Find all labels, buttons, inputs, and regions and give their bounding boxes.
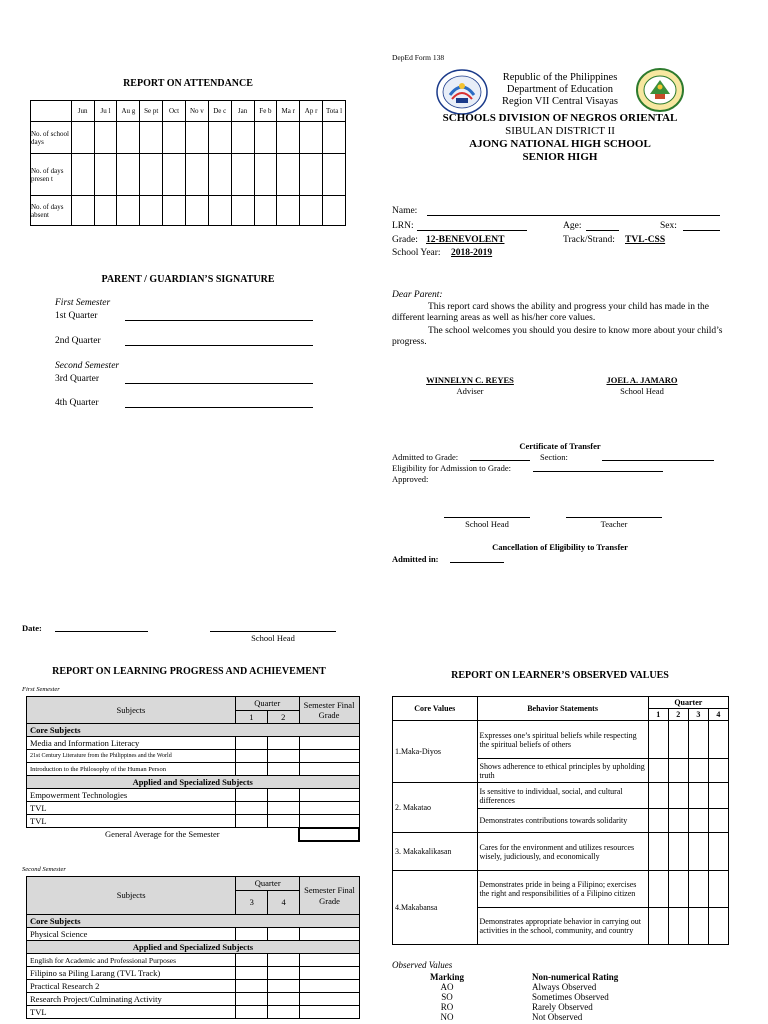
attendance-month: Fe b xyxy=(254,101,277,122)
department-line: Department of Education xyxy=(506,84,614,95)
quarter-3-header: 3 xyxy=(236,891,268,915)
age-field[interactable] xyxy=(586,230,619,231)
transfer-school-head-label: School Head xyxy=(465,519,509,529)
parent-signature-title: PARENT / GUARDIAN’S SIGNATURE xyxy=(101,274,275,285)
behavior-statement: Demonstrates contributions towards solidarity xyxy=(477,809,648,833)
grade-value: 12-BENEVOLENT xyxy=(426,235,505,245)
quarter-3-signature-line[interactable] xyxy=(125,383,313,384)
section-label: Section: xyxy=(540,452,568,462)
attendance-month: Tota l xyxy=(323,101,346,122)
grade-label: Grade: xyxy=(392,235,418,245)
marking-code: SO xyxy=(441,992,453,1002)
behavior-statement: Demonstrates appropriate behavior in carrying out activities in the school, community, and country xyxy=(477,908,648,945)
attendance-row xyxy=(31,122,346,154)
school-year-value: 2018-2019 xyxy=(451,248,493,258)
quarter-2-signature-line[interactable] xyxy=(125,345,313,346)
transfer-teacher-line[interactable] xyxy=(566,517,662,518)
behavior-statement: Shows adherence to ethical principles by upholding truth xyxy=(477,759,648,783)
behavior-statement: Is sensitive to individual, social, and cultural differences xyxy=(477,783,648,809)
observed-values-caption: Observed Values xyxy=(392,960,453,970)
core-subjects-label: Core Subjects xyxy=(27,724,360,737)
general-average-label: General Average for the Semester xyxy=(27,828,300,841)
attendance-month: Se pt xyxy=(140,101,163,122)
values-q1: 1 xyxy=(648,709,668,721)
lrn-label: LRN: xyxy=(392,221,414,231)
marking-desc: Rarely Observed xyxy=(532,1002,593,1012)
subject-name: English for Academic and Professional Purposes xyxy=(27,954,236,967)
values-q3: 3 xyxy=(688,709,708,721)
admitted-grade-field[interactable] xyxy=(470,460,530,461)
lrn-field[interactable] xyxy=(417,230,527,231)
date-line[interactable] xyxy=(55,631,148,632)
behavior-statement: Demonstrates pride in being a Filipino; exercises the right and responsibilities of a Filipino citizen xyxy=(477,871,648,908)
values-q4: 4 xyxy=(708,709,728,721)
values-table xyxy=(392,696,729,945)
subject-name: Media and Information Literacy xyxy=(27,737,236,750)
attendance-title: REPORT ON ATTENDANCE xyxy=(123,78,253,89)
subject-name: TVL xyxy=(27,815,236,828)
subject-name: Physical Science xyxy=(27,928,236,941)
attendance-row-label: No. of school days xyxy=(31,122,72,154)
approved-label: Approved: xyxy=(392,474,429,484)
region-line: Region VII Central Visayas xyxy=(502,96,618,107)
applied-subjects-label: Applied and Specialized Subjects xyxy=(27,776,360,789)
republic-line: Republic of the Philippines xyxy=(502,72,618,83)
admitted-in-field[interactable] xyxy=(450,562,504,563)
subject-name: 21st Century Literature from the Philippines and the World xyxy=(27,750,236,763)
marking-desc: Sometimes Observed xyxy=(532,992,609,1002)
track-value: TVL-CSS xyxy=(625,235,666,245)
attendance-month: Ap r xyxy=(300,101,323,122)
second-semester-caption: Second Semester xyxy=(22,866,66,873)
marking-code: RO xyxy=(440,1002,454,1012)
deped-seal-icon xyxy=(436,69,488,115)
attendance-row xyxy=(31,196,346,226)
cancellation-title: Cancellation of Eligibility to Transfer xyxy=(492,542,628,552)
attendance-month: Ju l xyxy=(94,101,117,122)
marking-desc: Not Observed xyxy=(532,1012,583,1022)
school-head-line[interactable] xyxy=(210,631,336,632)
core-value: 1.Maka-Diyos xyxy=(393,721,478,783)
adviser-role: Adviser xyxy=(456,386,484,396)
attendance-header-row xyxy=(31,101,346,122)
core-value: 3. Makakalikasan xyxy=(393,833,478,871)
behavior-header: Behavior Statements xyxy=(477,697,648,721)
subject-name: Empowerment Technologies xyxy=(27,789,236,802)
form-id: DepEd Form 138 xyxy=(392,53,445,62)
school-year-label: School Year: xyxy=(392,248,441,258)
subject-name: TVL xyxy=(27,1006,236,1019)
marking-code: NO xyxy=(440,1012,454,1022)
subjects-header: Subjects xyxy=(27,697,236,724)
values-title: REPORT ON LEARNER’S OBSERVED VALUES xyxy=(451,670,669,681)
school-head-role: School Head xyxy=(620,386,664,396)
division-line: SCHOOLS DIVISION OF NEGROS ORIENTAL xyxy=(442,112,678,124)
attendance-corner-cell xyxy=(31,101,72,122)
marking-desc: Always Observed xyxy=(532,982,597,992)
second-semester-table xyxy=(26,876,360,1019)
behavior-statement: Cares for the environment and utilizes resources wisely, judiciously, and economically xyxy=(477,833,648,871)
track-label: Track/Strand: xyxy=(563,235,615,245)
quarter-3-label: 3rd Quarter xyxy=(55,374,100,384)
quarter-4-label: 4th Quarter xyxy=(55,398,99,408)
marking-header: Marking xyxy=(429,972,464,982)
sex-label: Sex: xyxy=(660,221,677,231)
subject-name: Practical Research 2 xyxy=(27,980,236,993)
quarter-1-signature-line[interactable] xyxy=(125,320,313,321)
first-semester-label: First Semester xyxy=(55,298,111,308)
attendance-table xyxy=(30,100,346,226)
eligibility-label: Eligibility for Admission to Grade: xyxy=(392,463,511,473)
attendance-month: Au g xyxy=(117,101,140,122)
core-value: 2. Makatao xyxy=(393,783,478,833)
first-semester-table xyxy=(26,696,360,842)
subject-name: Filipino sa Piling Larang (TVL Track) xyxy=(27,967,236,980)
school-name: AJONG NATIONAL HIGH SCHOOL xyxy=(469,138,651,150)
section-field[interactable] xyxy=(602,460,714,461)
age-label: Age: xyxy=(563,221,582,231)
attendance-month: Jun xyxy=(71,101,94,122)
dear-parent: Dear Parent: xyxy=(392,290,443,300)
transfer-school-head-line[interactable] xyxy=(444,517,530,518)
quarter-header: Quarter xyxy=(235,697,299,711)
quarter-1-header: 1 xyxy=(235,711,267,724)
school-seal-icon xyxy=(636,68,684,112)
values-legend xyxy=(392,972,692,1022)
school-level: SENIOR HIGH xyxy=(522,151,598,163)
admitted-in-label: Admitted in: xyxy=(392,554,439,564)
quarter-header: Quarter xyxy=(236,877,300,891)
progress-title: REPORT ON LEARNING PROGRESS AND ACHIEVEMENT xyxy=(52,666,326,677)
subject-name: Research Project/Culminating Activity xyxy=(27,993,236,1006)
rating-header: Non-numerical Rating xyxy=(532,972,619,982)
core-value: 4.Makabansa xyxy=(393,871,478,945)
attendance-row-label: No. of days absent xyxy=(31,196,72,226)
transfer-teacher-label: Teacher xyxy=(600,519,628,529)
date-school-head-label: School Head xyxy=(251,633,295,643)
subject-name: Introduction to the Philosophy of the Human Person xyxy=(27,763,236,776)
eligibility-field[interactable] xyxy=(533,471,663,472)
marking-code: AO xyxy=(440,982,454,992)
attendance-month: Jan xyxy=(231,101,254,122)
name-label: Name: xyxy=(392,206,418,216)
quarter-4-signature-line[interactable] xyxy=(125,407,313,408)
quarter-4-header: 4 xyxy=(268,891,300,915)
date-label: Date: xyxy=(22,623,42,633)
quarter-1-label: 1st Quarter xyxy=(55,311,98,321)
attendance-row-label: No. of days presen t xyxy=(31,154,72,196)
attendance-month: De c xyxy=(208,101,231,122)
attendance-month: No v xyxy=(185,101,208,122)
values-quarter-header: Quarter xyxy=(648,697,728,709)
attendance-month: Oct xyxy=(163,101,186,122)
applied-subjects-label: Applied and Specialized Subjects xyxy=(27,941,360,954)
behavior-statement: Expresses one’s spiritual beliefs while respecting the spiritual beliefs of others xyxy=(477,721,648,759)
letter-paragraph-2: The school welcomes you should you desire to know more about your child’s progress. xyxy=(392,326,723,347)
admitted-grade-label: Admitted to Grade: xyxy=(392,452,459,462)
attendance-month: Ma r xyxy=(277,101,300,122)
general-average-cell xyxy=(299,828,359,841)
attendance-row xyxy=(31,154,346,196)
final-grade-header: Semester Final Grade xyxy=(299,697,359,724)
final-grade-header: Semester Final Grade xyxy=(300,877,360,915)
quarter-2-label: 2nd Quarter xyxy=(55,336,101,346)
district-line: SIBULAN DISTRICT II xyxy=(505,125,615,137)
quarter-2-header: 2 xyxy=(267,711,299,724)
values-q2: 2 xyxy=(668,709,688,721)
school-head-name: JOEL A. JAMARO xyxy=(606,375,678,385)
subject-name: TVL xyxy=(27,802,236,815)
certificate-title: Certificate of Transfer xyxy=(519,441,601,451)
adviser-name: WINNELYN C. REYES xyxy=(426,375,514,385)
core-values-header: Core Values xyxy=(393,697,478,721)
name-field[interactable] xyxy=(427,215,720,216)
second-semester-label: Second Semester xyxy=(55,361,120,371)
letter-paragraph-1: This report card shows the ability and progress your child has made in the different learning areas as well as his/her core values. xyxy=(392,302,709,323)
first-semester-caption: First Semester xyxy=(22,686,60,693)
core-subjects-label: Core Subjects xyxy=(27,915,360,928)
sex-field[interactable] xyxy=(683,230,720,231)
subjects-header: Subjects xyxy=(27,877,236,915)
